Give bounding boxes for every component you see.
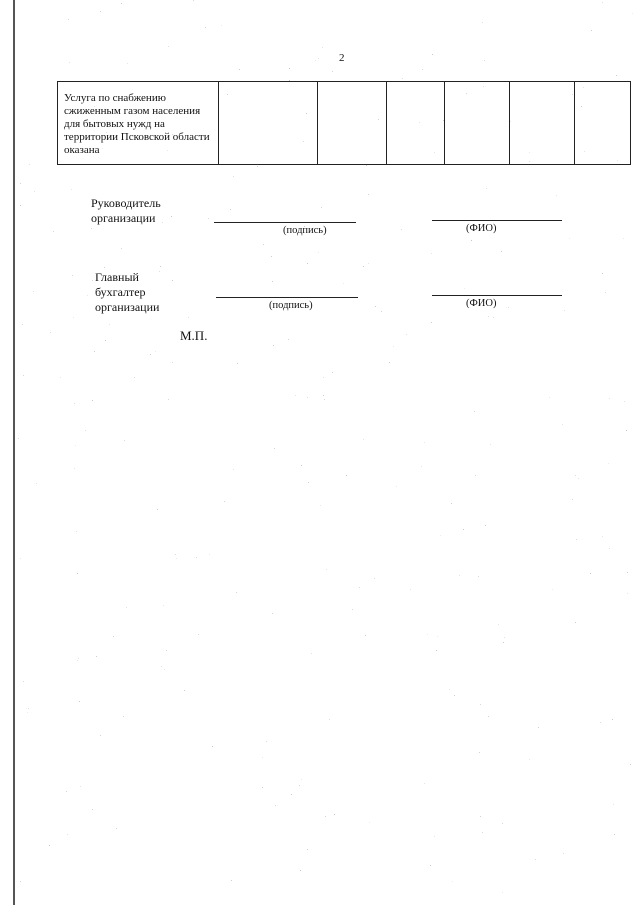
scan-speck <box>236 592 237 593</box>
scan-speck <box>538 727 539 728</box>
scan-speck <box>431 253 432 254</box>
table-cell <box>318 82 387 165</box>
scan-speck <box>318 252 319 253</box>
director-label-line: организации <box>91 211 156 225</box>
scan-speck <box>401 229 402 230</box>
scan-speck <box>291 794 292 795</box>
scan-speck <box>49 845 50 846</box>
scan-speck <box>575 475 576 476</box>
scan-speck <box>334 814 335 815</box>
scan-speck <box>20 881 21 882</box>
scan-speck <box>308 482 309 483</box>
scan-speck <box>299 785 300 786</box>
scan-speck <box>323 395 324 396</box>
scan-speck <box>168 399 169 400</box>
scan-speck <box>233 176 234 177</box>
scan-speck <box>502 892 503 893</box>
scan-speck <box>454 695 455 696</box>
scan-speck <box>77 573 78 574</box>
scan-speck <box>237 363 238 364</box>
scan-speck <box>396 486 397 487</box>
scan-speck <box>590 573 591 574</box>
scan-speck <box>464 288 465 289</box>
scan-speck <box>482 22 483 23</box>
scan-speck <box>307 397 308 398</box>
scan-speck <box>193 0 194 1</box>
accountant-name-caption: (ФИО) <box>466 298 497 309</box>
scan-speck <box>488 316 489 317</box>
scan-speck <box>262 757 263 758</box>
scan-speck <box>18 438 19 439</box>
scan-speck <box>60 377 61 378</box>
scan-speck <box>432 54 433 55</box>
scan-speck <box>630 764 631 765</box>
scan-speck <box>480 816 481 817</box>
scan-speck <box>28 708 29 709</box>
scan-speck <box>157 509 158 510</box>
scan-speck <box>552 589 553 590</box>
scan-speck <box>463 529 464 530</box>
scan-speck <box>471 240 472 241</box>
scan-speck <box>490 444 491 445</box>
scan-speck <box>79 701 80 702</box>
scan-speck <box>274 448 275 449</box>
scan-speck <box>437 636 438 637</box>
scan-speck <box>352 609 353 610</box>
scan-speck <box>155 351 156 352</box>
scan-speck <box>600 722 601 723</box>
scan-speck <box>323 377 324 378</box>
scan-speck <box>33 291 34 292</box>
scan-speck <box>562 424 563 425</box>
scan-speck <box>325 816 326 817</box>
scan-speck <box>23 375 24 376</box>
scan-speck <box>85 430 86 431</box>
scan-speck <box>440 535 441 536</box>
table-row <box>58 82 631 165</box>
scan-speck <box>121 248 122 249</box>
scan-speck <box>257 166 258 167</box>
scan-speck <box>36 483 37 484</box>
scan-speck <box>20 183 21 184</box>
scan-speck <box>480 704 481 705</box>
scan-speck <box>485 525 486 526</box>
scan-speck <box>272 613 273 614</box>
scan-speck <box>273 345 274 346</box>
scan-speck <box>332 372 333 373</box>
scan-speck <box>271 256 272 257</box>
scan-speck <box>126 607 127 608</box>
scan-speck <box>27 712 28 713</box>
scan-speck <box>212 746 213 747</box>
scan-speck <box>307 263 308 264</box>
scan-speck <box>92 809 93 810</box>
scan-speck <box>105 340 106 341</box>
scan-speck <box>175 554 176 555</box>
scan-speck <box>369 822 370 823</box>
scan-speck <box>508 307 509 308</box>
scan-speck <box>318 58 319 59</box>
scan-speck <box>498 624 499 625</box>
scan-speck <box>162 222 163 223</box>
scan-speck <box>322 47 323 48</box>
scan-speck <box>53 231 54 232</box>
accountant-signature-line <box>216 297 358 298</box>
scan-speck <box>161 666 162 667</box>
scan-speck <box>427 634 428 635</box>
scan-speck <box>569 238 570 239</box>
scan-speck <box>501 251 502 252</box>
scan-speck <box>478 576 479 577</box>
scan-speck <box>315 60 316 61</box>
scan-speck <box>221 25 222 26</box>
scan-speck <box>624 401 625 402</box>
scan-speck <box>87 295 88 296</box>
accountant-signature-caption: (подпись) <box>269 300 313 311</box>
accountant-label-line: организации <box>95 300 160 314</box>
scan-speck <box>381 311 382 312</box>
director-label <box>91 196 161 226</box>
scan-speck <box>160 266 161 267</box>
scan-speck <box>616 75 617 76</box>
scan-speck <box>205 27 206 28</box>
scan-speck <box>452 881 453 882</box>
scan-speck <box>224 501 225 502</box>
scan-speck <box>121 3 122 4</box>
scan-speck <box>602 2 603 3</box>
scan-speck <box>150 354 151 355</box>
scan-speck <box>389 362 390 363</box>
scan-speck <box>172 280 173 281</box>
scan-speck <box>113 636 114 637</box>
table-cell <box>445 82 510 165</box>
scan-speck <box>75 445 76 446</box>
scan-speck <box>80 786 81 787</box>
scan-speck <box>375 306 376 307</box>
scan-speck <box>329 719 330 720</box>
scan-speck <box>368 263 369 264</box>
scan-speck <box>346 475 347 476</box>
scan-speck <box>288 339 289 340</box>
scan-speck <box>326 569 327 570</box>
scan-speck <box>324 399 325 400</box>
scan-speck <box>172 362 173 363</box>
scan-speck <box>475 475 476 476</box>
scan-speck <box>20 558 21 559</box>
scan-speck <box>626 430 627 431</box>
page-number: 2 <box>339 52 345 64</box>
scan-speck <box>275 805 276 806</box>
scan-speck <box>91 228 92 229</box>
scan-speck <box>363 266 364 267</box>
scan-speck <box>34 191 35 192</box>
scan-speck <box>300 870 301 871</box>
scan-speck <box>311 653 312 654</box>
scan-speck <box>368 194 369 195</box>
scan-speck <box>164 669 165 670</box>
scan-speck <box>100 735 101 736</box>
scan-speck <box>100 11 101 12</box>
accountant-label <box>95 270 159 315</box>
scan-speck <box>263 244 264 245</box>
scan-speck <box>92 400 93 401</box>
scan-speck <box>474 411 475 412</box>
scan-speck <box>72 275 73 276</box>
director-label-line: Руководитель <box>91 196 161 210</box>
scan-speck <box>431 322 432 323</box>
scan-speck <box>69 62 70 63</box>
scan-speck <box>535 859 536 860</box>
scan-speck <box>23 681 24 682</box>
scan-speck <box>74 403 75 404</box>
scan-speck <box>549 397 550 398</box>
scan-speck <box>301 465 302 466</box>
scan-speck <box>307 849 308 850</box>
scan-speck <box>365 635 366 636</box>
scan-speck <box>209 554 210 555</box>
scan-speck <box>230 209 231 210</box>
scan-speck <box>208 218 209 219</box>
scan-speck <box>262 787 263 788</box>
scan-left-edge <box>13 0 15 905</box>
scan-speck <box>359 587 360 588</box>
scan-speck <box>424 783 425 784</box>
scan-speck <box>608 463 609 464</box>
scan-speck <box>66 791 67 792</box>
scan-speck <box>609 398 610 399</box>
scan-speck <box>124 440 125 441</box>
scan-speck <box>479 752 480 753</box>
scan-speck <box>627 593 628 594</box>
scan-speck <box>231 880 232 881</box>
scan-speck <box>605 292 606 293</box>
scan-speck <box>613 804 614 805</box>
scan-speck <box>632 13 633 14</box>
scan-speck <box>343 283 344 284</box>
scan-speck <box>504 637 505 638</box>
scan-speck <box>363 439 364 440</box>
scan-speck <box>188 317 189 318</box>
scan-speck <box>176 558 177 559</box>
accountant-label-line: бухгалтер <box>95 285 146 299</box>
service-table <box>57 81 631 165</box>
scan-speck <box>609 548 610 549</box>
scan-speck <box>109 324 110 325</box>
scan-speck <box>266 741 267 742</box>
scan-speck <box>406 334 407 335</box>
scan-speck <box>436 650 437 651</box>
scan-speck <box>272 281 273 282</box>
scan-speck <box>71 189 72 190</box>
scan-speck <box>564 310 565 311</box>
scan-speck <box>529 759 530 760</box>
scan-speck <box>168 46 169 47</box>
scan-speck <box>563 853 564 854</box>
scan-speck <box>50 332 51 333</box>
scan-speck <box>96 656 97 657</box>
scan-speck <box>424 442 425 443</box>
scan-speck <box>602 536 603 537</box>
director-signature-line <box>214 222 356 223</box>
scan-speck <box>459 575 460 576</box>
scan-speck <box>402 78 403 79</box>
table-cell <box>575 82 631 165</box>
scan-speck <box>198 634 199 635</box>
scan-speck <box>301 779 302 780</box>
scan-speck <box>92 280 93 281</box>
stamp-place-mark: М.П. <box>180 328 208 343</box>
accountant-name-line <box>432 295 562 296</box>
scan-speck <box>134 377 135 378</box>
scan-speck <box>493 317 494 318</box>
scan-speck <box>320 505 321 506</box>
scan-speck <box>410 589 411 590</box>
scan-speck <box>623 238 624 239</box>
scan-speck <box>289 68 290 69</box>
service-description-cell: Услуга по снабжению сжиженным газом населения для бытовых нужд на территории Псковской области оказана <box>58 82 219 165</box>
scan-speck <box>94 351 95 352</box>
scan-speck <box>503 642 504 643</box>
scan-speck <box>22 324 23 325</box>
scan-speck <box>76 531 77 532</box>
scan-speck <box>482 832 483 833</box>
scan-speck <box>374 578 375 579</box>
scan-speck <box>73 317 74 318</box>
scan-speck <box>486 188 487 189</box>
scan-speck <box>572 499 573 500</box>
scan-speck <box>488 716 489 717</box>
scan-speck <box>20 205 21 206</box>
table-cell <box>387 82 445 165</box>
scan-speck <box>575 622 576 623</box>
director-signature-caption: (подпись) <box>283 225 327 236</box>
scan-speck <box>578 478 579 479</box>
scan-speck <box>602 273 603 274</box>
scan-speck <box>68 19 69 20</box>
scan-speck <box>233 469 234 470</box>
scan-speck <box>74 468 75 469</box>
scan-speck <box>614 834 615 835</box>
director-name-caption: (ФИО) <box>466 223 497 234</box>
scan-speck <box>29 164 30 165</box>
director-name-line <box>432 220 562 221</box>
scan-speck <box>77 660 78 661</box>
scan-speck <box>393 346 394 347</box>
scan-speck <box>321 207 322 208</box>
scan-speck <box>502 823 503 824</box>
scan-speck <box>163 605 164 606</box>
table-cell <box>219 82 318 165</box>
scan-speck <box>612 719 613 720</box>
scan-speck <box>332 71 333 72</box>
scan-speck <box>556 195 557 196</box>
scan-speck <box>591 30 592 31</box>
scan-speck <box>449 689 450 690</box>
scan-speck <box>422 69 423 70</box>
scan-speck <box>166 650 167 651</box>
scan-speck <box>104 267 105 268</box>
scan-speck <box>451 503 452 504</box>
scan-speck <box>171 216 172 217</box>
scan-speck <box>184 690 185 691</box>
scan-speck <box>239 69 240 70</box>
scan-speck <box>67 834 68 835</box>
scan-speck <box>421 466 422 467</box>
scan-speck <box>484 60 485 61</box>
scan-speck <box>627 572 628 573</box>
scan-speck <box>430 865 431 866</box>
table-cell <box>510 82 575 165</box>
scan-speck <box>295 395 296 396</box>
scan-speck <box>434 836 435 837</box>
scan-speck <box>123 716 124 717</box>
scan-speck <box>576 539 577 540</box>
scan-speck <box>78 658 79 659</box>
accountant-label-line: Главный <box>95 270 139 284</box>
scan-speck <box>127 63 128 64</box>
scan-speck <box>116 828 117 829</box>
scan-speck <box>196 557 197 558</box>
